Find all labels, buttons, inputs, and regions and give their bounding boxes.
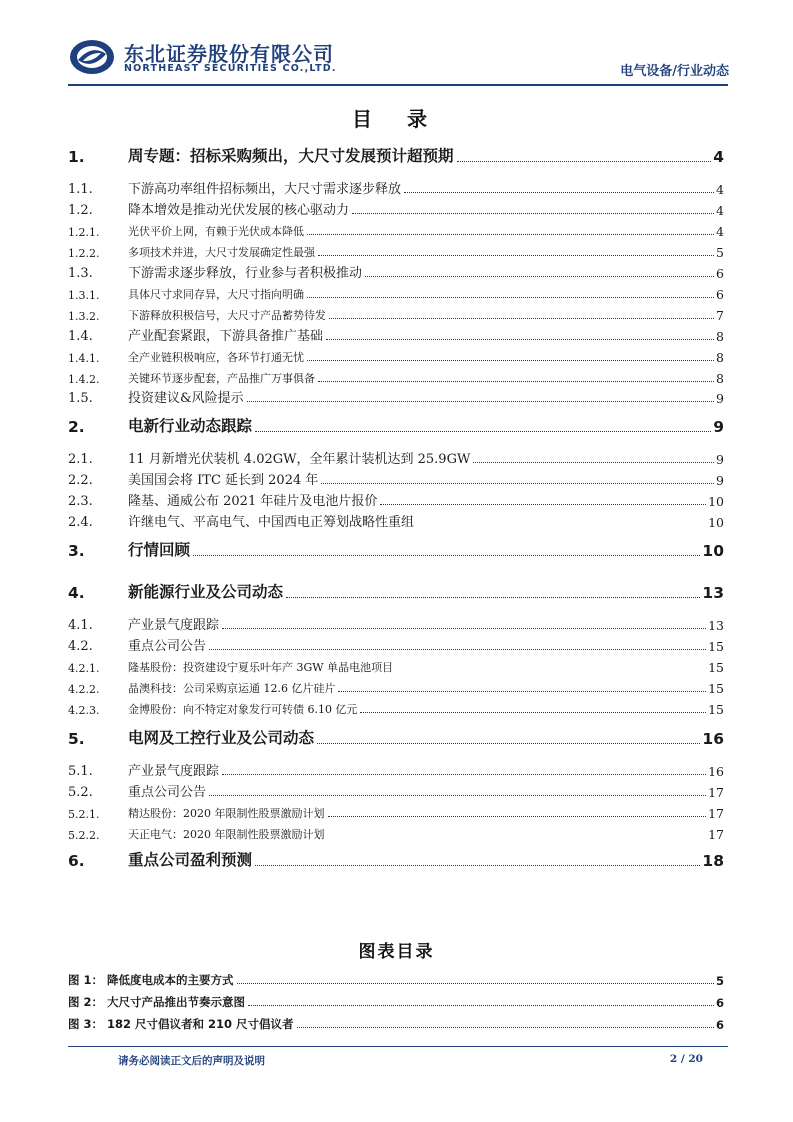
leader-dots xyxy=(247,401,714,402)
toc-entry-page: 10 xyxy=(708,494,724,509)
toc-entry-page: 15 xyxy=(708,702,724,717)
toc-entry-page: 4 xyxy=(713,148,724,166)
toc-entry[interactable] xyxy=(68,655,724,675)
leader-dots xyxy=(360,712,706,713)
leader-dots xyxy=(318,255,714,256)
toc-entry[interactable] xyxy=(68,261,724,281)
toc-entry-number: 2. xyxy=(68,418,85,436)
leader-dots xyxy=(209,795,706,796)
toc-entry-label: 金博股份：向不特定对象发行可转债 6.10 亿元 xyxy=(128,703,358,716)
toc-entry-number: 1.2.2. xyxy=(68,247,100,260)
figure-entry-number: 图 3： xyxy=(68,1017,104,1031)
page-indicator: 2 / 20 xyxy=(669,1053,703,1065)
toc-entry[interactable] xyxy=(68,447,724,467)
toc-entry-number: 1.2. xyxy=(68,203,93,218)
toc-entry-number: 5. xyxy=(68,730,85,748)
footer-divider xyxy=(68,1046,728,1047)
leader-dots xyxy=(318,381,714,382)
toc-entry-label: 投资建议&风险提示 xyxy=(128,391,244,406)
report-type: 电气设备/行业动态 xyxy=(620,64,729,79)
leader-dots xyxy=(307,297,714,298)
toc-entry-label: 周专题：招标采购频出，大尺寸发展预计超预期 xyxy=(128,147,454,165)
toc-entry-page: 4 xyxy=(716,203,724,218)
toc-entry-number: 5.1. xyxy=(68,764,93,779)
toc-entry[interactable] xyxy=(68,801,724,821)
company-logo-icon xyxy=(68,38,116,76)
toc-entry-number: 1.2.1. xyxy=(68,226,100,239)
toc-entry-number: 1. xyxy=(68,148,85,166)
leader-dots xyxy=(457,161,712,162)
toc-entry-number: 5.2. xyxy=(68,785,93,800)
toc-entry-page: 9 xyxy=(716,452,724,467)
toc-entry[interactable] xyxy=(68,510,724,530)
leader-dots xyxy=(193,555,700,556)
toc-entry-label: 晶澳科技：公司采购京运通 12.6 亿片硅片 xyxy=(128,682,336,695)
toc-entry-label: 新能源行业及公司动态 xyxy=(128,583,284,601)
toc-entry-page: 17 xyxy=(708,806,724,821)
toc-entry-label: 11 月新增光伏装机 4.02GW，全年累计装机达到 25.9GW xyxy=(128,452,471,467)
toc-entry[interactable] xyxy=(68,676,724,696)
leader-dots xyxy=(209,649,706,650)
toc-entry-label: 电新行业动态跟踪 xyxy=(128,417,253,435)
toc-entry[interactable] xyxy=(68,468,724,488)
toc-entry-page: 7 xyxy=(716,308,724,323)
toc-entry-page: 9 xyxy=(713,418,724,436)
toc-entry-page: 16 xyxy=(702,730,724,748)
toc-entry-label: 电网及工控行业及公司动态 xyxy=(128,729,315,747)
toc-entry-number: 2.4. xyxy=(68,515,93,530)
toc-entry-label: 产业景气度跟踪 xyxy=(128,618,220,633)
toc-entry-label: 下游高功率组件招标频出，大尺寸需求逐步释放 xyxy=(128,182,402,197)
toc-entry[interactable] xyxy=(68,386,724,406)
footer-disclaimer: 请务必阅读正文后的声明及说明 xyxy=(118,1055,265,1067)
toc-entry[interactable] xyxy=(68,366,724,386)
toc-entry[interactable] xyxy=(68,324,724,344)
figure-entry-label: 降低度电成本的主要方式 xyxy=(107,973,234,987)
toc-entry-number: 1.3.2. xyxy=(68,310,100,323)
toc-entry-number: 1.4.1. xyxy=(68,352,100,365)
figure-entry[interactable] xyxy=(68,990,724,1010)
toc-entry-page: 15 xyxy=(708,639,724,654)
toc-entry[interactable] xyxy=(68,198,724,218)
leader-dots xyxy=(237,983,714,984)
leader-dots xyxy=(286,597,700,598)
toc-entry-number: 1.4.2. xyxy=(68,373,100,386)
figure-entry-number: 图 1： xyxy=(68,973,104,987)
toc-entry-label: 天正电气：2020 年限制性股票激励计划 xyxy=(128,828,325,841)
toc-entry-label: 具体尺寸求同存异，大尺寸指向明确 xyxy=(128,288,304,301)
leader-dots xyxy=(380,504,706,505)
figure-entry-label: 大尺寸产品推出节奏示意图 xyxy=(107,995,246,1009)
figure-entry[interactable] xyxy=(68,968,724,988)
leader-dots xyxy=(328,837,707,838)
figure-entry-number: 图 2： xyxy=(68,995,104,1009)
toc-entry[interactable] xyxy=(68,489,724,509)
toc-entry-label: 下游需求逐步释放，行业参与者积极推动 xyxy=(128,266,363,281)
toc-entry-number: 6. xyxy=(68,852,85,870)
leader-dots xyxy=(326,339,714,340)
toc-entry[interactable] xyxy=(68,416,724,436)
leader-dots xyxy=(338,691,706,692)
leader-dots xyxy=(255,431,711,432)
toc-entry-page: 10 xyxy=(708,515,724,530)
toc-entry-label: 美国国会将 ITC 延长到 2024 年 xyxy=(128,473,319,488)
leader-dots xyxy=(255,865,700,866)
toc-entry-page: 17 xyxy=(708,785,724,800)
company-name-cn: 东北证券股份有限公司 xyxy=(124,42,334,66)
toc-entry-page: 9 xyxy=(716,473,724,488)
toc-entry-label: 重点公司公告 xyxy=(128,785,207,800)
toc-title: 目 录 xyxy=(352,107,441,131)
toc-entry-label: 重点公司盈利预测 xyxy=(128,851,253,869)
leader-dots xyxy=(404,192,714,193)
toc-entry-page: 5 xyxy=(716,245,724,260)
toc-entry-page: 13 xyxy=(708,618,724,633)
toc-entry-label: 下游释放积极信号，大尺寸产品蓄势待发 xyxy=(128,309,326,322)
toc-entry-page: 17 xyxy=(708,827,724,842)
leader-dots xyxy=(396,670,706,671)
toc-entry-number: 4.2.2. xyxy=(68,683,100,696)
leader-dots xyxy=(307,360,714,361)
toc-entry-page: 10 xyxy=(702,542,724,560)
leader-dots xyxy=(365,276,714,277)
toc-entry-label: 降本增效是推动光伏发展的核心驱动力 xyxy=(128,203,350,218)
figure-entry-page: 6 xyxy=(715,996,724,1010)
leader-dots xyxy=(352,213,714,214)
toc-entry-page: 6 xyxy=(716,266,724,281)
leader-dots xyxy=(328,816,707,817)
company-name-en: NORTHEAST SECURITIES CO.,LTD. xyxy=(124,63,337,74)
toc-entry-page: 9 xyxy=(716,391,724,406)
toc-entry-number: 2.1. xyxy=(68,452,93,467)
toc-entry-page: 6 xyxy=(716,287,724,302)
toc-entry[interactable] xyxy=(68,540,724,560)
toc-entry[interactable] xyxy=(68,582,724,602)
toc-entry-page: 8 xyxy=(716,329,724,344)
leader-dots xyxy=(321,483,714,484)
toc-entry-page: 16 xyxy=(708,764,724,779)
toc-entry-label: 全产业链积极响应，各环节打通无忧 xyxy=(128,351,304,364)
toc-entry-page: 8 xyxy=(716,350,724,365)
toc-entry-page: 8 xyxy=(716,371,724,386)
toc-entry-label: 多项技术并进，大尺寸发展确定性最强 xyxy=(128,246,315,259)
toc-entry-number: 4.2.3. xyxy=(68,704,100,717)
toc-entry-number: 4.2.1. xyxy=(68,662,100,675)
toc-entry[interactable] xyxy=(68,146,724,166)
toc-entry-number: 1.5. xyxy=(68,391,93,406)
toc-entry-label: 重点公司公告 xyxy=(128,639,207,654)
leader-dots xyxy=(222,774,706,775)
toc-entry[interactable] xyxy=(68,780,724,800)
page-header xyxy=(0,0,793,90)
toc-entry-number: 4. xyxy=(68,584,85,602)
leader-dots xyxy=(417,525,706,526)
toc-entry-number: 1.3.1. xyxy=(68,289,100,302)
toc-entry-number: 2.3. xyxy=(68,494,93,509)
leader-dots xyxy=(329,318,714,319)
leader-dots xyxy=(297,1027,714,1028)
leader-dots xyxy=(307,234,714,235)
figure-entry-label: 182 尺寸倡议者和 210 尺寸倡议者 xyxy=(107,1017,294,1031)
toc-entry-label: 关键环节逐步配套，产品推广万事俱备 xyxy=(128,372,315,385)
toc-entry-number: 2.2. xyxy=(68,473,93,488)
toc-entry[interactable] xyxy=(68,177,724,197)
toc-entry-label: 产业景气度跟踪 xyxy=(128,764,220,779)
toc-entry-page: 4 xyxy=(716,182,724,197)
toc-entry[interactable] xyxy=(68,303,724,323)
toc-entry-number: 3. xyxy=(68,542,85,560)
leader-dots xyxy=(317,743,700,744)
toc-entry[interactable] xyxy=(68,240,724,260)
toc-entry-page: 4 xyxy=(716,224,724,239)
toc-entry[interactable] xyxy=(68,822,724,842)
toc-entry-number: 1.3. xyxy=(68,266,93,281)
toc-entry-number: 1.1. xyxy=(68,182,93,197)
figure-entry-page: 6 xyxy=(715,1018,724,1032)
toc-entry[interactable] xyxy=(68,613,724,633)
toc-entry-number: 5.2.2. xyxy=(68,829,100,842)
leader-dots xyxy=(248,1005,714,1006)
figure-entry-page: 5 xyxy=(715,974,724,988)
toc-entry-number: 5.2.1. xyxy=(68,808,100,821)
toc-entry[interactable] xyxy=(68,219,724,239)
toc-entry-page: 15 xyxy=(708,681,724,696)
toc-entry[interactable] xyxy=(68,282,724,302)
toc-entry-page: 18 xyxy=(702,852,724,870)
toc-entry-label: 光伏平价上网，有赖于光伏成本降低 xyxy=(128,225,304,238)
toc-entry-number: 4.1. xyxy=(68,618,93,633)
toc-entry[interactable] xyxy=(68,759,724,779)
toc-entry[interactable] xyxy=(68,634,724,654)
toc-entry-label: 行情回顾 xyxy=(128,541,191,559)
toc-entry[interactable] xyxy=(68,697,724,717)
header-divider xyxy=(68,84,728,86)
toc-entry-page: 15 xyxy=(708,660,724,675)
toc-entry-label: 精达股份：2020 年限制性股票激励计划 xyxy=(128,807,325,820)
toc-entry[interactable] xyxy=(68,728,724,748)
leader-dots xyxy=(473,462,714,463)
toc-entry[interactable] xyxy=(68,345,724,365)
figure-entry[interactable] xyxy=(68,1012,724,1032)
toc-entry[interactable] xyxy=(68,850,724,870)
toc-entry-page: 13 xyxy=(702,584,724,602)
toc-entry-number: 1.4. xyxy=(68,329,93,344)
toc-entry-number: 4.2. xyxy=(68,639,93,654)
leader-dots xyxy=(222,628,706,629)
toc-entry-label: 产业配套紧跟，下游具备推广基础 xyxy=(128,329,324,344)
figure-list-title: 图表目录 xyxy=(358,942,435,962)
toc-entry-label: 隆基、通威公布 2021 年硅片及电池片报价 xyxy=(128,494,378,509)
toc-entry-label: 许继电气、平高电气、中国西电正筹划战略性重组 xyxy=(128,515,415,530)
toc-entry-label: 隆基股份：投资建设宁夏乐叶年产 3GW 单晶电池项目 xyxy=(128,661,394,674)
